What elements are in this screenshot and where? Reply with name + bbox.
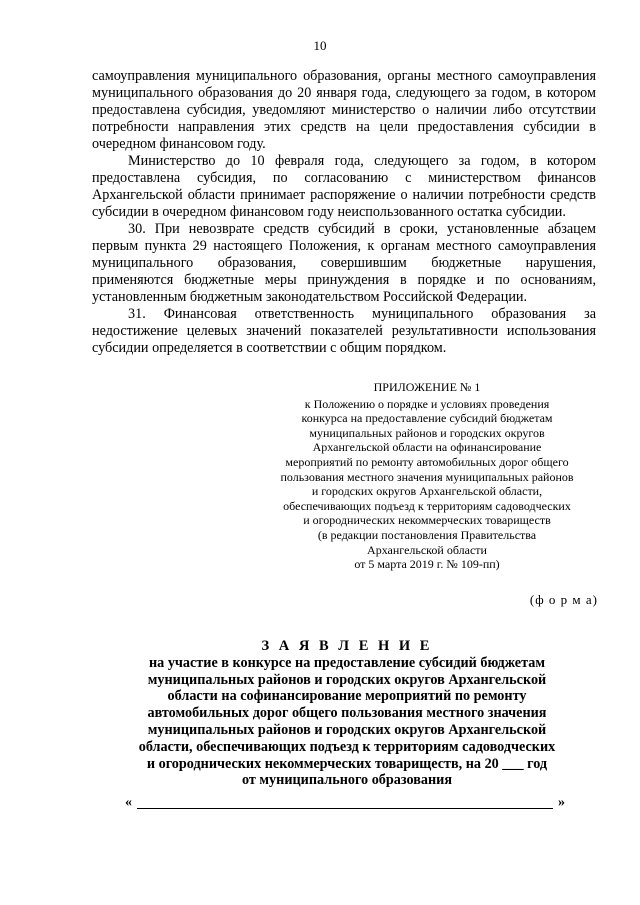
paragraph: самоуправления муниципального образования, органы местного самоуправления муниципального образования до 20 января года, следующего за годом, в котором предоставлена субсидия, уведомляют министерство о наличии либо отсутствии потребности направления этих средств на цели предоставления субсидии в очередном финансовом году. — [92, 68, 596, 152]
appendix-line: и огороднических некоммерческих товариществ — [303, 513, 551, 528]
statement-line: автомобильных дорог общего пользования местного значения — [147, 705, 547, 722]
statement-heading — [92, 638, 602, 789]
paragraph: Министерство до 10 февраля года, следующего за годом, в котором предоставлена субсидия, по согласованию с министерством финансов Архангельской области принимает распоряжение о наличии потребности средств субсидии в очередном финансовом году неиспользованного остатка субсидии. — [92, 153, 596, 220]
page-number: 10 — [313, 38, 327, 53]
appendix-header — [268, 380, 586, 572]
appendix-line: и городских округов Архангельской области, — [311, 484, 543, 499]
statement-line: области на софинансирование мероприятий по ремонту — [167, 688, 527, 705]
appendix-line: муниципальных районов и городских округов — [309, 425, 545, 440]
statement-line: области, обеспечивающих подъезд к территориям садоводческих — [138, 738, 556, 755]
appendix-line: от 5 марта 2019 г. № 109-пп) — [354, 557, 500, 572]
appendix-title: ПРИЛОЖЕНИЕ № 1 — [373, 380, 481, 394]
statement-title: З А Я В Л Е Н И Е — [261, 638, 433, 654]
appendix-line: Архангельской области на офинансирование — [312, 440, 542, 455]
form-label: (ф о р м а) — [529, 592, 598, 607]
statement-line: от муниципального образования — [241, 772, 453, 789]
appendix-line: обеспечивающих подъезд к территориям садоводческих — [283, 498, 571, 513]
appendix-line: (в редакции постановления Правительства — [317, 527, 537, 542]
body-text — [92, 68, 596, 357]
appendix-line: мероприятий по ремонту автомобильных дорог общего — [285, 454, 569, 469]
appendix-line: конкурса на предоставление субсидий бюджетам — [301, 411, 553, 426]
paragraph: 31. Финансовая ответственность муниципального образования за недостижение целевых значений показателей результативности использования субсидии определяется в соответствии с общим порядком. — [92, 306, 596, 356]
appendix-line: Архангельской области — [367, 542, 487, 557]
statement-line: и огороднических некоммерческих товариществ, на 20 ___ год — [146, 755, 548, 772]
open-quote: « — [125, 795, 132, 810]
appendix-line: к Положению о порядке и условиях проведения — [304, 396, 550, 411]
paragraph: 30. При невозврате средств субсидий в сроки, установленные абзацем первым пункта 29 настоящего Положения, к органам местного самоуправления муниципального образования, совершившим бюджетные нарушения, применяются бюджетные меры принуждения в порядке и по основаниям, установленным бюджетным законодательством Российской Федерации. — [92, 221, 596, 305]
statement-line: муниципальных районов и городских округов Архангельской — [147, 671, 547, 688]
statement-line: на участие в конкурсе на предоставление субсидий бюджетам — [149, 654, 545, 671]
statement-line: муниципальных районов и городских округов Архангельской — [147, 721, 547, 738]
fill-in-line — [137, 808, 553, 809]
close-quote: » — [558, 795, 565, 810]
municipality-name-field — [125, 797, 565, 813]
appendix-line: пользования местного значения муниципальных районов — [280, 469, 574, 484]
